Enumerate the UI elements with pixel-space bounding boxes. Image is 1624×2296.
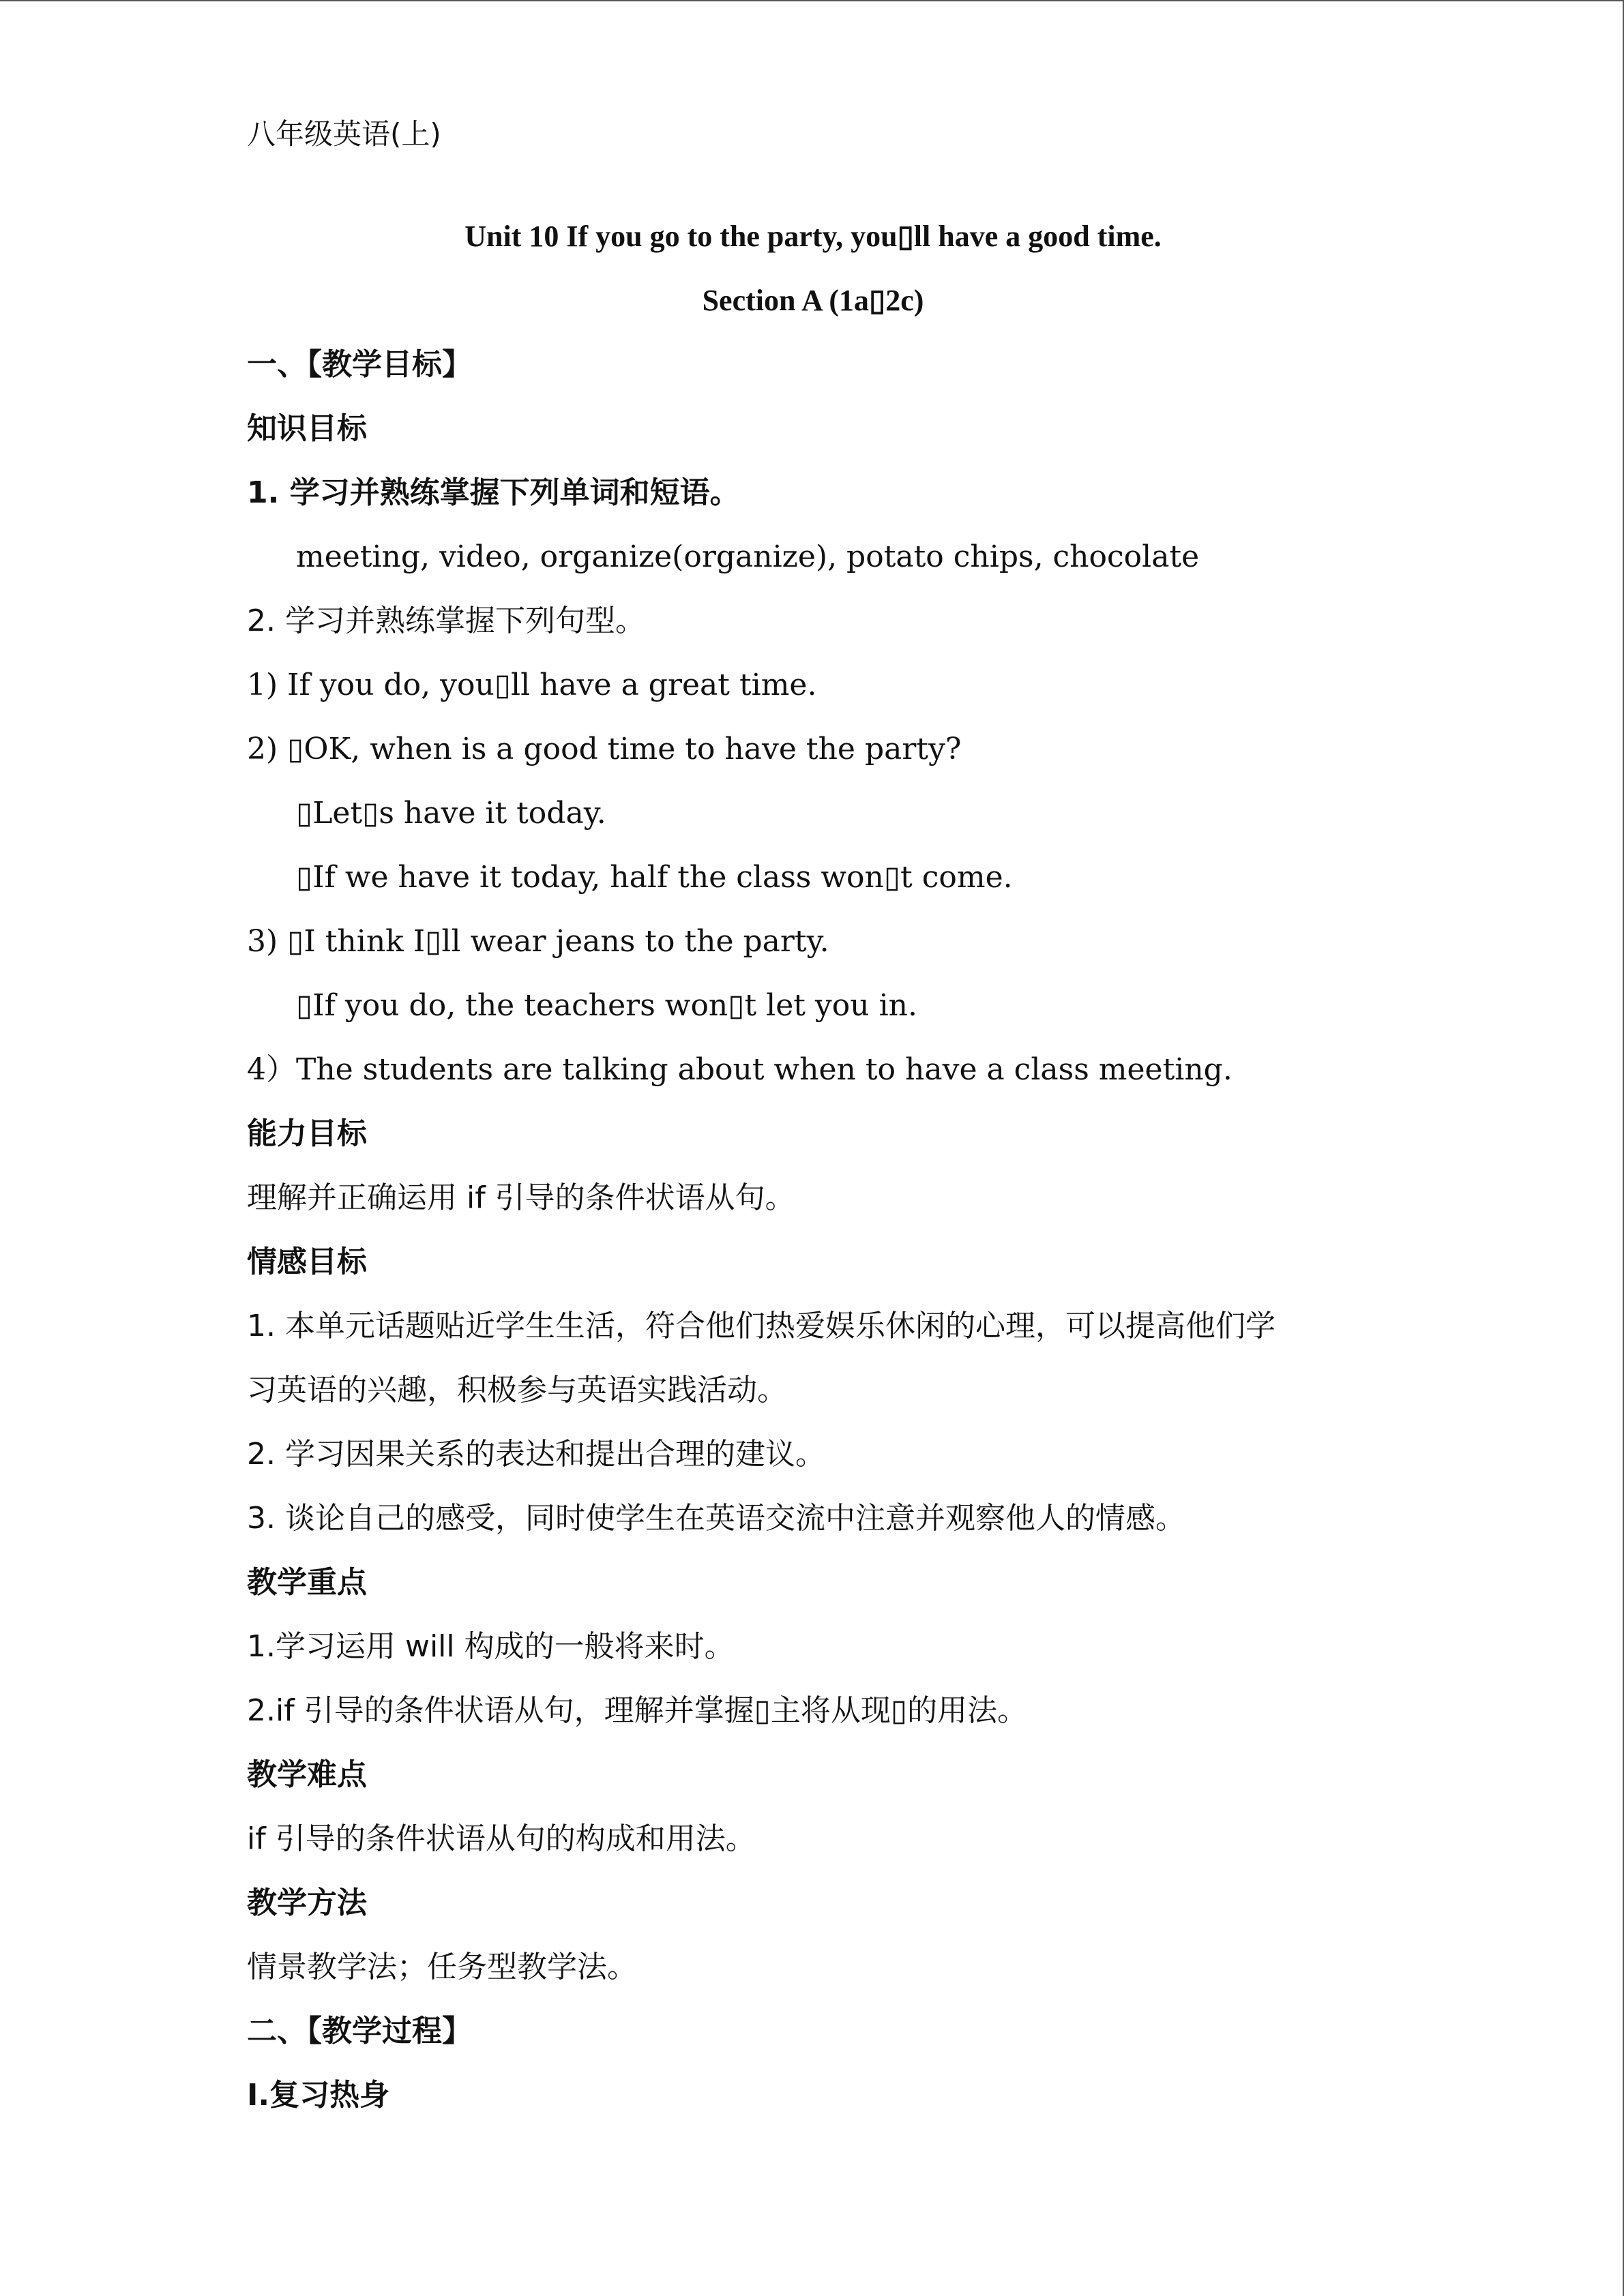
subheading-key-points: 教学重点 <box>247 1565 367 1600</box>
key-point-1: 1.学习运用 will 构成的一般将来时。 <box>247 1629 735 1664</box>
document-body <box>247 109 1406 2128</box>
vocabulary-list: meeting, video, organize(organize), potato chips, chocolate <box>296 539 1200 574</box>
sentence-3-reply: ▯If you do, the teachers won▯t let you in. <box>296 988 918 1023</box>
sentence-2: 2) ▯OK, when is a good time to have the party? <box>247 732 962 766</box>
teaching-methods-text: 情景教学法；任务型教学法。 <box>247 1950 637 1984</box>
sentence-3: 3) ▯I think I▯ll wear jeans to the party. <box>247 924 829 959</box>
emotional-objective-3: 3. 谈论自己的感受，同时使学生在英语交流中注意并观察他人的情感。 <box>247 1501 1185 1536</box>
difficulty-text: if 引导的条件状语从句的构成和用法。 <box>247 1821 756 1856</box>
subheading-knowledge-objectives: 知识目标 <box>247 411 367 446</box>
section-title: Section A (1a▯2c) <box>702 284 924 317</box>
subheading-teaching-methods: 教学方法 <box>247 1885 367 1920</box>
emotional-objective-2: 2. 学习因果关系的表达和提出合理的建议。 <box>247 1437 825 1472</box>
heading-teaching-process: 二、【教学过程】 <box>247 2014 472 2048</box>
heading-teaching-objectives: 一、【教学目标】 <box>247 347 472 382</box>
item-vocabulary-heading: 1. 学习并熟练掌握下列单词和短语。 <box>247 475 740 510</box>
subheading-difficulties: 教学难点 <box>247 1757 367 1792</box>
emotional-objective-1-line-1: 1. 本单元话题贴近学生生活，符合他们热爱娱乐休闲的心理，可以提高他们学 <box>247 1309 1275 1343</box>
subheading-review-warmup: Ⅰ.复习热身 <box>247 2078 390 2113</box>
sentence-2-reply-2: ▯If we have it today, half the class won▯t come. <box>296 860 1013 895</box>
emotional-objective-1-line-2: 习英语的兴趣，积极参与英语实践活动。 <box>247 1373 787 1407</box>
subheading-ability-objectives: 能力目标 <box>247 1116 367 1151</box>
sentence-2-reply-1: ▯Let▯s have it today. <box>296 796 606 831</box>
subheading-emotional-objectives: 情感目标 <box>247 1244 367 1279</box>
key-point-2: 2.if 引导的条件状语从句，理解并掌握▯主将从现▯的用法。 <box>247 1693 1028 1728</box>
ability-objective-text: 理解并正确运用 if 引导的条件状语从句。 <box>247 1180 795 1215</box>
unit-title: Unit 10 If you go to the party, you▯ll have a good time. <box>464 220 1162 253</box>
item-sentence-patterns-heading: 2. 学习并熟练掌握下列句型。 <box>247 603 645 638</box>
sentence-4: 4）The students are talking about when to have a class meeting. <box>247 1052 1232 1087</box>
document-header: 八年级英语(上) <box>247 117 441 151</box>
sentence-1: 1) If you do, you▯ll have a great time. <box>247 668 817 702</box>
